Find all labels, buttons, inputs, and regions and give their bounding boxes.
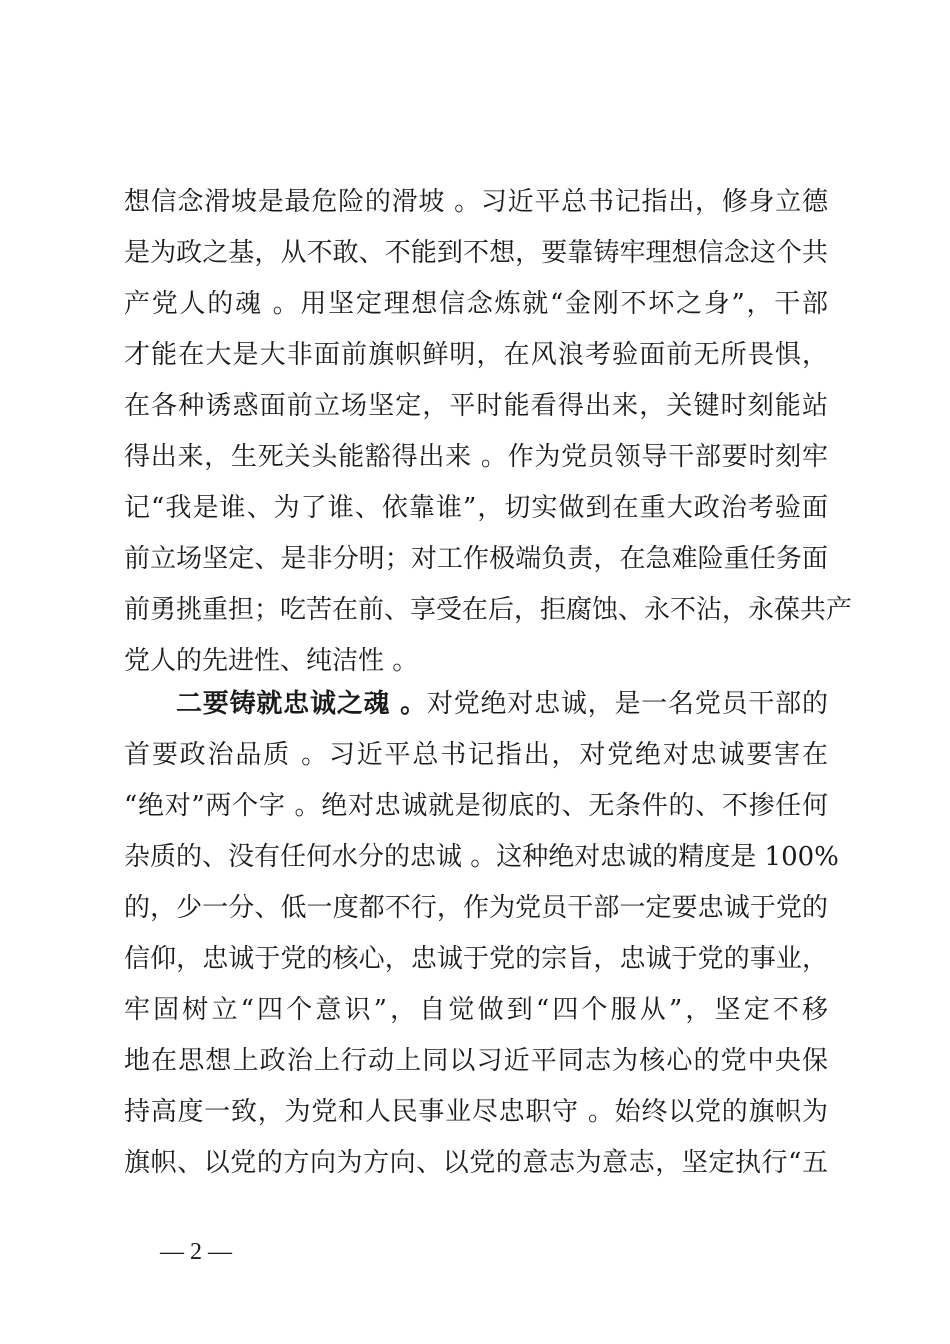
section-heading: 二要铸就忠诚之魂 。: [176, 689, 427, 719]
paragraph-line: 得出来，生死关头能豁得出来 。作为党员领导干部要时刻牢: [124, 442, 828, 472]
paragraph-line: 牢固树立“四个意识”，自觉做到“四个服从”，坚定不移: [124, 995, 828, 1025]
paragraph-line: 记“我是谁、为了谁、依靠谁”，切实做到在重大政治考验面: [124, 493, 828, 523]
paragraph-line: 想信念滑坡是最危险的滑坡 。习近平总书记指出，修身立德: [124, 187, 828, 217]
paragraph-line: 党人的先进性、纯洁性 。: [124, 646, 419, 676]
paragraph-line: 在各种诱惑面前立场坚定，平时能看得出来，关键时刻能站: [124, 391, 828, 421]
paragraph-line: 是为政之基，从不敢、不能到不想，要靠铸牢理想信念这个共: [124, 238, 828, 268]
heading-followup-text: 对党绝对忠诚，是一名党员干部的: [426, 689, 828, 719]
paragraph-line: 的，少一分、低一度都不行，作为党员干部一定要忠诚于党的: [124, 893, 828, 923]
paragraph-line: 产党人的魂 。用坚定理想信念炼就“金刚不坏之身”，干部: [124, 289, 828, 319]
paragraph-line: 地在思想上政治上行动上同以习近平同志为核心的党中央保: [124, 1046, 828, 1076]
paragraph-line: 信仰，忠诚于党的核心，忠诚于党的宗旨，忠诚于党的事业，: [124, 944, 828, 974]
paragraph-line: “绝对”两个字 。绝对忠诚就是彻底的、无条件的、不掺任何: [124, 791, 828, 821]
paragraph-line: 首要政治品质 。习近平总书记指出，对党绝对忠诚要害在: [124, 740, 828, 770]
paragraph-line: 才能在大是大非面前旗帜鲜明，在风浪考验面前无所畏惧，: [124, 340, 828, 370]
paragraph-line: 前立场坚定、是非分明；对工作极端负责，在急难险重任务面: [124, 544, 828, 574]
paragraph-line: 旗帜、以党的方向为方向、以党的意志为意志，坚定执行“五: [124, 1148, 828, 1178]
paragraph-line: 杂质的、没有任何水分的忠诚 。这种绝对忠诚的精度是 100%: [124, 842, 839, 872]
paragraph-first-line: [176, 680, 828, 728]
paragraph-line: 前勇挑重担；吃苦在前、享受在后，拒腐蚀、永不沾，永葆共产: [124, 595, 853, 625]
paragraph-line: 持高度一致，为党和人民事业尽忠职守 。始终以党的旗帜为: [124, 1097, 828, 1127]
page-number: — 2 —: [160, 1239, 232, 1265]
